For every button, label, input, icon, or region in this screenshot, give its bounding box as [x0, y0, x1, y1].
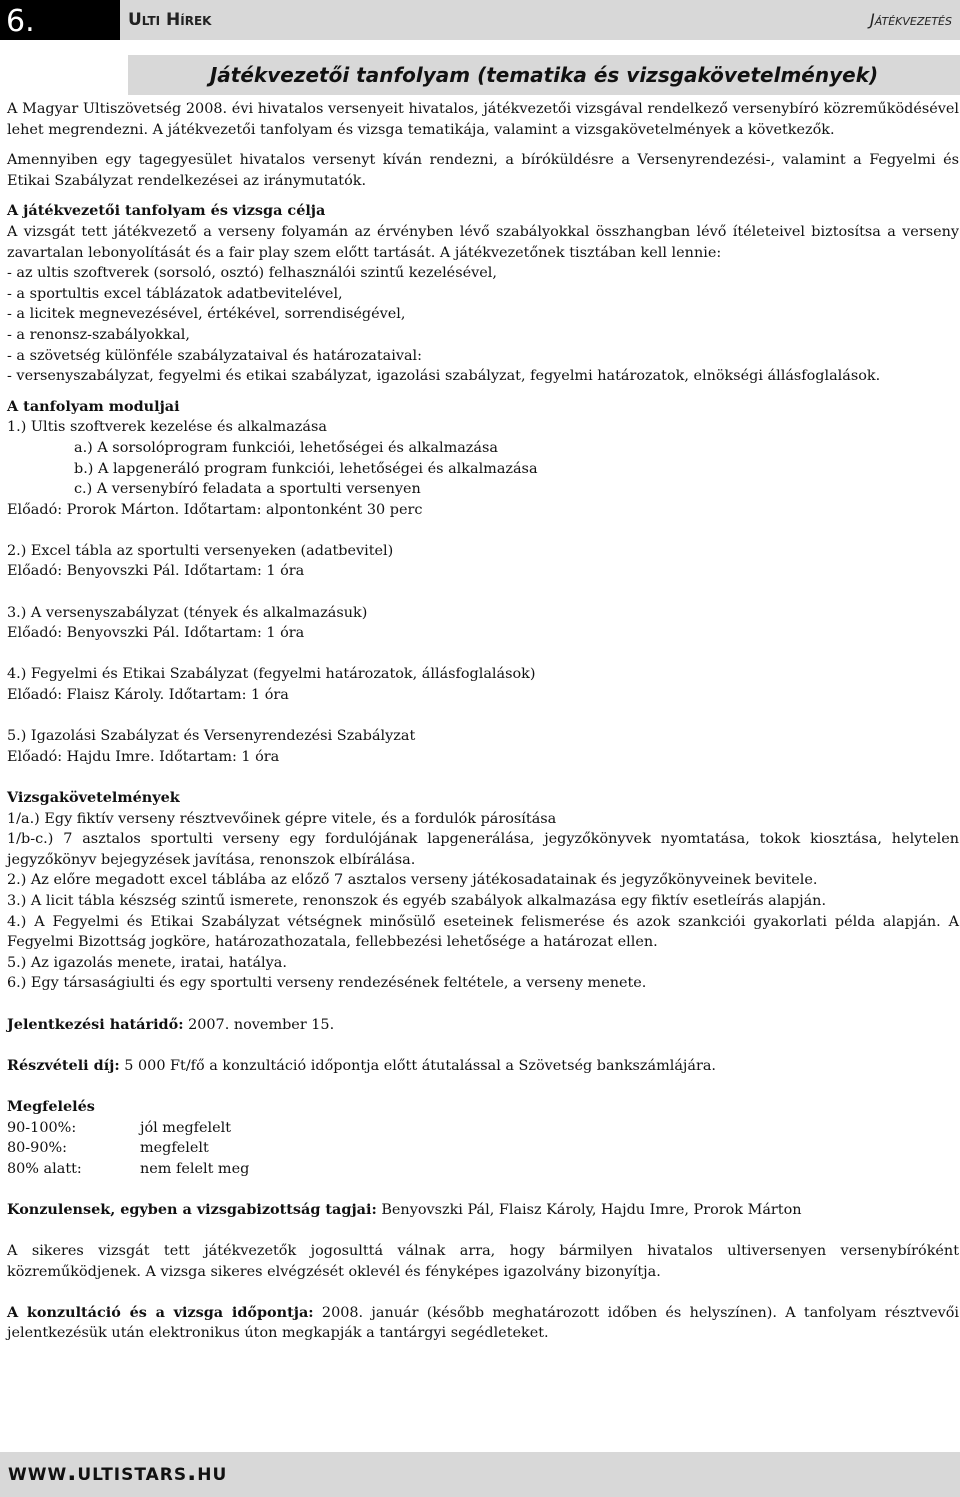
- goal-item: - a sportultis excel táblázatok adatbevitelével,: [7, 285, 343, 302]
- deadline-label: Jelentkezési határidő:: [7, 1015, 184, 1033]
- article-title: Játékvezetői tanfolyam (tematika és vizsgakövetelmények): [209, 63, 879, 87]
- module-title: 3.) A versenyszabályzat (tények és alkalmazásuk): [7, 604, 368, 621]
- grading-heading: Megfelelés: [7, 1097, 95, 1115]
- grading-range: 90-100%:: [7, 1119, 77, 1136]
- grading-result: jól megfelelt: [140, 1119, 232, 1136]
- schedule-value: 2008. január (később meghatározott időben és helyszínen). A tanfolyam résztvevői jelentkezésük után elektronikus úton megkapják a tantárgyi segédleteket.: [7, 1304, 959, 1342]
- schedule-paragraph: [7, 1303, 959, 1344]
- grading-result: megfelelt: [140, 1140, 209, 1157]
- section-name: Játékvezetés: [870, 10, 952, 29]
- requirements-heading: Vizsgakövetelmények: [7, 789, 180, 806]
- grading-result: nem felelt meg: [140, 1160, 250, 1177]
- schedule-label: A konzultáció és a vizsga időpontja:: [7, 1303, 314, 1321]
- module-subitem: c.) A versenybíró feladata a sportulti versenyen: [74, 481, 421, 498]
- goal-item: - a szövetség különféle szabályzataival és határozataival:: [7, 347, 422, 364]
- goal-item: - versenyszabályzat, fegyelmi és etikai szabályzat, igazolási szabályzat, fegyelmi határozatok, elnökségi állásfoglalások.: [7, 368, 881, 385]
- goal-item: - az ultis szoftverek (sorsoló, osztó) felhasználói szintű kezelésével,: [7, 265, 497, 282]
- goal-item: - a licitek megnevezésével, értékével, sorrendiségével,: [7, 306, 406, 323]
- module-title: 4.) Fegyelmi és Etikai Szabályzat (fegyelmi határozatok, állásfoglalások): [7, 666, 536, 683]
- page-footer: [0, 1452, 960, 1497]
- consultants-line: [7, 1200, 959, 1221]
- module-title: 1.) Ultis szoftverek kezelése és alkalmazása: [7, 419, 327, 436]
- fee-value: 5 000 Ft/fő a konzultáció időpontja előtt átutalással a Szövetség bankszámlájára.: [119, 1057, 717, 1074]
- module-presenter: Előadó: Benyovszki Pál. Időtartam: 1 óra: [7, 563, 305, 580]
- requirement-item: 4.) A Fegyelmi és Etikai Szabályzat vétségnek minősülő eseteinek felismerése és azok szankciói gyakorlati példa alapján. A Fegyelmi Bizottság jogköre, határozathozatala, fellebbezési lehetősége a határozat ellen.: [7, 913, 959, 951]
- consultants-label: Konzulensek, egyben a vizsgabizottság tagjai:: [7, 1200, 377, 1218]
- goal-heading: A játékvezetői tanfolyam és vizsga célja: [7, 202, 326, 220]
- grading-range: 80-90%:: [7, 1140, 68, 1157]
- article-body: [7, 99, 959, 1344]
- fee-line: [7, 1056, 959, 1077]
- intro-paragraph-2: Amennyiben egy tagegyesület hivatalos versenyt kíván rendezni, a bíróküldésre a Versenyrendezési-, valamint a Fegyelmi és Etikai Szabályzat rendelkezései az iránymutatók.: [7, 152, 959, 189]
- page-number: 6.: [0, 0, 120, 40]
- module-title: 5.) Igazolási Szabályzat és Versenyrendezési Szabályzat: [7, 728, 416, 745]
- module-presenter: Előadó: Benyovszki Pál. Időtartam: 1 óra: [7, 625, 305, 642]
- requirement-item: 1/b-c.) 7 asztalos sportulti verseny egy fordulójának lapgenerálása, jegyzőkönyvek nyomtatása, tokok kiosztása, helytelen jegyzőkönyv bejegyzések javítása, renonszok elbírálása.: [7, 831, 959, 868]
- success-paragraph: A sikeres vizsgát tett játékvezetők jogosulttá válnak arra, hogy bármilyen hivatalos ultiversenyen versenybíróként közreműködjenek. A vizsga sikeres elvégzését oklevél és fényképes igazolvány bizonyítja.: [7, 1243, 959, 1280]
- title-bar: [128, 55, 960, 95]
- grading-row: [7, 1159, 959, 1180]
- module-presenter: Előadó: Hajdu Imre. Időtartam: 1 óra: [7, 748, 280, 765]
- requirement-item: 5.) Az igazolás menete, iratai, hatálya.: [7, 954, 287, 971]
- module-subitem: b.) A lapgeneráló program funkciói, lehetőségei és alkalmazása: [74, 460, 538, 477]
- module-title: 2.) Excel tábla az sportulti versenyeken (adatbevitel): [7, 542, 394, 559]
- requirement-item: 6.) Egy társaságiulti és egy sportulti verseny rendezésének feltétele, a verseny menete.: [7, 975, 647, 992]
- module-subitem: a.) A sorsolóprogram funkciói, lehetőségei és alkalmazása: [74, 439, 498, 456]
- module-presenter: Előadó: Prorok Márton. Időtartam: alpontonként 30 perc: [7, 501, 423, 518]
- requirement-item: 2.) Az előre megadott excel táblába az előző 7 asztalos verseny játékosadatainak és jegyzőkönyveinek bevitele.: [7, 872, 818, 889]
- requirement-item: 3.) A licit tábla készség szintű ismerete, renonszok és egyéb szabályok alkalmazása egy fiktív esetleírás alapján.: [7, 892, 827, 909]
- requirement-item: 1/a.) Egy fiktív verseny résztvevőinek gépre vitele, és a fordulók párosítása: [7, 810, 557, 827]
- page-header: [0, 0, 960, 40]
- publication-name: Ulti Hírek: [128, 10, 212, 30]
- grading-row: [7, 1118, 959, 1139]
- fee-label: Részvételi díj:: [7, 1056, 120, 1074]
- deadline-line: [7, 1015, 959, 1036]
- consultants-value: Benyovszki Pál, Flaisz Károly, Hajdu Imre, Prorok Márton: [376, 1201, 802, 1218]
- intro-paragraph-1: A Magyar Ultiszövetség 2008. évi hivatalos versenyeit hivatalos, játékvezetői vizsgával rendelkező versenybíró közreműködésével lehet megrendezni. A játékvezetői tanfolyam és vizsga tematikája, valamint a vizsgakövetelmények a következők.: [7, 101, 959, 138]
- website-link[interactable]: www.ultistars.hu: [8, 1458, 228, 1486]
- grading-range: 80% alatt:: [7, 1160, 82, 1177]
- modules-heading: A tanfolyam moduljai: [7, 397, 180, 415]
- deadline-value: 2007. november 15.: [183, 1016, 335, 1033]
- grading-row: [7, 1138, 959, 1159]
- module-presenter: Előadó: Flaisz Károly. Időtartam: 1 óra: [7, 687, 289, 704]
- goal-text: A vizsgát tett játékvezető a verseny folyamán az érvényben lévő szabályokkal összhangban lévő ítéleteivel biztosítsa a verseny zavartalan lebonyolítását és a fair play szem előtt tartását. A játékvezetőnek tisztában kell lennie:: [7, 223, 959, 261]
- goal-item: - a renonsz-szabályokkal,: [7, 326, 190, 343]
